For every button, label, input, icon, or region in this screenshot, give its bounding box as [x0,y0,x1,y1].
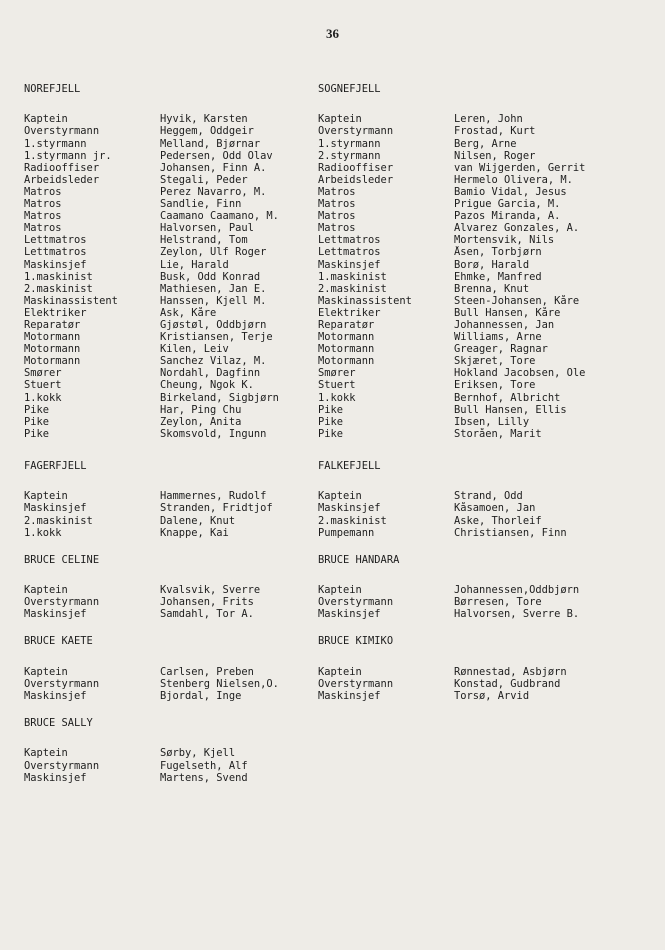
crew-rank: Lettmatros [24,234,87,247]
crew-name: Johansen, Frits [160,596,254,609]
crew-rank: Overstyrmann [24,677,100,690]
crew-list [24,666,324,702]
crew-rank: Motormann [318,331,375,344]
crew-rank: Pike [24,427,50,440]
crew-row [24,760,324,772]
crew-row [318,234,658,246]
crew-row [318,502,658,514]
crew-name: Storåen, Marit [454,427,542,440]
crew-list [24,113,324,440]
crew-name: Frostad, Kurt [454,125,536,138]
crew-row [24,271,324,283]
ship-section-bruce-sally [24,718,324,784]
crew-rank: Maskinsjef [318,502,381,515]
crew-rank: Lettmatros [24,246,87,259]
crew-name: Johannessen, Jan [454,318,555,331]
crew-name: Johansen, Finn A. [160,161,267,174]
crew-name: Skomsvold, Ingunn [160,427,267,440]
ship-name: BRUCE CELINE [24,553,100,566]
crew-rank: 1.kokk [24,391,62,404]
crew-name: Berg, Arne [454,137,517,150]
crew-name: Cheung, Ngok K. [160,379,254,392]
crew-row [24,596,324,608]
crew-rank: Maskinsjef [24,771,87,784]
crew-rank: 1.kokk [318,391,356,404]
crew-rank: Radiooffiser [318,161,394,174]
crew-name: Brenna, Knut [454,282,530,295]
crew-name: Pedersen, Odd Olav [160,149,273,162]
crew-row [318,367,658,379]
crew-rank: 1.maskinist [318,270,387,283]
crew-row [24,307,324,319]
crew-row [318,515,658,527]
crew-row [24,113,324,125]
crew-rank: Overstyrmann [24,596,100,609]
crew-rank: Smører [24,367,62,380]
crew-row [318,162,658,174]
crew-rank: Maskinsjef [318,689,381,702]
crew-row [318,138,658,150]
crew-rank: Matros [318,185,356,198]
crew-name: Carlsen, Preben [160,665,254,678]
crew-name: Heggem, Oddgeir [160,125,254,138]
crew-row [318,283,658,295]
crew-name: Martens, Svend [160,771,248,784]
ship-name: FALKEFJELL [318,459,381,472]
crew-row [318,490,658,502]
crew-row [24,186,324,198]
crew-name: Rønnestad, Asbjørn [454,665,567,678]
crew-name: Dalene, Knut [160,514,236,527]
page-number: 36 [326,26,339,41]
crew-rank: Maskinsjef [24,258,87,271]
ship-name: BRUCE KAETE [24,635,93,648]
crew-name: Gjøstøl, Oddbjørn [160,318,267,331]
ship-section-bruce-handara [318,555,658,621]
crew-name: Kristiansen, Terje [160,331,273,344]
crew-rank: Maskinassistent [318,294,412,307]
crew-row [318,125,658,137]
crew-name: Steen-Johansen, Kåre [454,294,580,307]
crew-name: Samdahl, Tor A. [160,608,254,621]
crew-rank: Matros [24,222,62,235]
crew-row [24,416,324,428]
crew-name: Zeylon, Anita [160,415,242,428]
crew-rank: Pike [318,427,344,440]
crew-row [318,343,658,355]
crew-rank: Overstyrmann [24,759,100,772]
crew-row [318,527,658,539]
crew-row [318,608,658,620]
crew-list [318,584,658,620]
ship-section-bruce-kimiko [318,636,658,702]
crew-row [318,392,658,404]
crew-rank: 1.styrmann [318,137,381,150]
crew-row [318,416,658,428]
crew-rank: Motormann [318,355,375,368]
crew-rank: Radiooffiser [24,161,100,174]
crew-row [24,162,324,174]
crew-name: Birkeland, Sigbjørn [160,391,279,404]
crew-row [24,246,324,258]
crew-row [318,210,658,222]
crew-name: Fugelseth, Alf [160,759,248,772]
crew-name: Stegali, Peder [160,173,248,186]
crew-rank: 2.maskinist [318,282,387,295]
crew-row [318,295,658,307]
crew-row [24,138,324,150]
crew-name: Johannessen,Oddbjørn [454,584,580,597]
crew-name: Strand, Odd [454,490,523,503]
crew-name: Konstad, Gudbrand [454,677,561,690]
crew-name: Stranden, Fridtjof [160,502,273,515]
crew-rank: Kaptein [24,665,68,678]
crew-rank: Reparatør [318,318,375,331]
crew-name: Bernhof, Albricht [454,391,561,404]
crew-name: Mathiesen, Jan E. [160,282,267,295]
crew-name: Åsen, Torbjørn [454,246,542,259]
crew-rank: Overstyrmann [24,125,100,138]
crew-row [318,186,658,198]
crew-name: Nordahl, Dagfinn [160,367,261,380]
crew-name: Eriksen, Tore [454,379,536,392]
crew-name: Prigue Garcia, M. [454,198,561,211]
crew-name: Bull Hansen, Kåre [454,306,561,319]
crew-rank: 2.maskinist [318,514,387,527]
crew-rank: Maskinsjef [318,258,381,271]
ship-section-fagerfjell [24,461,324,539]
crew-rank: Kaptein [24,747,68,760]
crew-row [24,125,324,137]
crew-rank: Elektriker [24,306,87,319]
crew-row [318,307,658,319]
crew-rank: Arbeidsleder [318,173,394,186]
crew-name: Busk, Odd Konrad [160,270,261,283]
crew-rank: 1.kokk [24,526,62,539]
crew-rank: 1.styrmann jr. [24,149,112,162]
crew-rank: Kaptein [318,490,362,503]
ship-name: NOREFJELL [24,83,81,95]
crew-row [24,379,324,391]
crew-row [318,428,658,440]
crew-name: Mortensvik, Nils [454,234,555,247]
crew-row [318,331,658,343]
crew-rank: Motormann [318,343,375,356]
crew-row [24,259,324,271]
crew-name: Caamano Caamano, M. [160,210,279,223]
crew-row [24,331,324,343]
crew-list [318,113,658,440]
crew-rank: Motormann [24,331,81,344]
crew-name: Ask, Kåre [160,306,217,319]
crew-name: Aske, Thorleif [454,514,542,527]
crew-name: Har, Ping Chu [160,403,242,416]
crew-row [24,772,324,784]
crew-rank: Maskinsjef [318,608,381,621]
crew-name: Bamio Vidal, Jesus [454,185,567,198]
crew-rank: Matros [318,198,356,211]
crew-row [24,490,324,502]
crew-rank: Kaptein [318,665,362,678]
crew-rank: Overstyrmann [318,125,394,138]
crew-rank: Pike [24,415,50,428]
crew-row [24,319,324,331]
crew-name: Sandlie, Finn [160,198,242,211]
ship-section-sognefjell [318,84,658,440]
crew-name: Christiansen, Finn [454,526,567,539]
crew-name: Sørby, Kjell [160,747,236,760]
crew-name: Greager, Ragnar [454,343,548,356]
crew-row [318,319,658,331]
crew-list [24,747,324,783]
crew-rank: Matros [24,185,62,198]
crew-row [24,343,324,355]
crew-row [318,113,658,125]
crew-name: Halvorsen, Paul [160,222,254,235]
crew-rank: Smører [318,367,356,380]
crew-name: Bjordal, Inge [160,689,242,702]
crew-rank: Elektriker [318,306,381,319]
crew-row [24,222,324,234]
crew-rank: Arbeidsleder [24,173,100,186]
crew-name: Hanssen, Kjell M. [160,294,267,307]
crew-row [318,690,658,702]
crew-rank: 1.maskinist [24,270,93,283]
crew-name: Halvorsen, Sverre B. [454,608,580,621]
crew-rank: Pike [24,403,50,416]
crew-list [318,666,658,702]
crew-name: Ehmke, Manfred [454,270,542,283]
crew-name: Ibsen, Lilly [454,415,530,428]
crew-row [24,747,324,759]
ship-name: FAGERFJELL [24,459,87,472]
crew-rank: Reparatør [24,318,81,331]
crew-row [24,198,324,210]
crew-row [318,198,658,210]
crew-row [24,295,324,307]
crew-list [24,490,324,538]
crew-rank: Matros [318,210,356,223]
crew-name: Williams, Arne [454,331,542,344]
crew-row [24,690,324,702]
crew-rank: Kaptein [24,490,68,503]
crew-rank: Maskinsjef [24,689,87,702]
crew-rank: Maskinsjef [24,608,87,621]
crew-name: Sanchez Vilaz, M. [160,355,267,368]
crew-row [24,355,324,367]
ship-section-falkefjell [318,461,658,539]
crew-rank: Motormann [24,355,81,368]
crew-name: Skjæret, Tore [454,355,536,368]
crew-name: Bull Hansen, Ellis [454,403,567,416]
crew-list [318,490,658,538]
crew-name: Hyvik, Karsten [160,113,248,126]
crew-row [318,379,658,391]
ship-section-bruce-kaete [24,636,324,702]
crew-row [318,246,658,258]
crew-name: Leren, John [454,113,523,126]
crew-name: Kvalsvik, Sverre [160,584,261,597]
crew-row [24,678,324,690]
crew-rank: Matros [24,210,62,223]
crew-name: Nilsen, Roger [454,149,536,162]
crew-row [24,283,324,295]
crew-row [24,502,324,514]
crew-name: Kilen, Leiv [160,343,229,356]
crew-rank: Kaptein [318,584,362,597]
crew-row [24,515,324,527]
crew-rank: Matros [318,222,356,235]
crew-rank: Kaptein [318,113,362,126]
crew-name: Hammernes, Rudolf [160,490,267,503]
crew-name: Hermelo Olivera, M. [454,173,573,186]
crew-rank: Lettmatros [318,234,381,247]
crew-rank: Maskinassistent [24,294,118,307]
crew-name: Melland, Bjørnar [160,137,261,150]
crew-rank: Motormann [24,343,81,356]
ship-name: BRUCE SALLY [24,717,93,730]
ship-name: SOGNEFJELL [318,83,381,95]
crew-name: Lie, Harald [160,258,229,271]
crew-name: Knappe, Kai [160,526,229,539]
ship-name: BRUCE KIMIKO [318,635,394,648]
crew-rank: Stuert [318,379,356,392]
crew-rank: Kaptein [24,584,68,597]
crew-name: Borø, Harald [454,258,530,271]
crew-rank: Matros [24,198,62,211]
crew-row [318,596,658,608]
crew-rank: Pumpemann [318,526,375,539]
crew-rank: Maskinsjef [24,502,87,515]
crew-row [24,404,324,416]
crew-row [318,678,658,690]
crew-row [24,608,324,620]
ship-name: BRUCE HANDARA [318,553,400,566]
crew-row [318,404,658,416]
crew-rank: 2.maskinist [24,514,93,527]
crew-rank: Overstyrmann [318,596,394,609]
crew-rank: 2.maskinist [24,282,93,295]
crew-name: Hokland Jacobsen, Ole [454,367,586,380]
crew-rank: 2.styrmann [318,149,381,162]
crew-row [318,584,658,596]
left-column [24,84,324,800]
ship-section-norefjell [24,84,324,440]
crew-rank: 1.styrmann [24,137,87,150]
crew-name: van Wijgerden, Gerrit [454,161,586,174]
crew-rank: Pike [318,415,344,428]
crew-row [318,271,658,283]
crew-row [318,150,658,162]
crew-name: Alvarez Gonzales, A. [454,222,580,235]
crew-rank: Stuert [24,379,62,392]
crew-name: Kåsamoen, Jan [454,502,536,515]
crew-row [24,392,324,404]
crew-row [318,259,658,271]
crew-rank: Overstyrmann [318,677,394,690]
crew-rank: Kaptein [24,113,68,126]
ship-section-bruce-celine [24,555,324,621]
crew-name: Helstrand, Tom [160,234,248,247]
crew-name: Zeylon, Ulf Roger [160,246,267,259]
crew-row [318,355,658,367]
crew-row [318,222,658,234]
crew-row [24,367,324,379]
right-column [318,84,658,718]
crew-row [24,234,324,246]
crew-row [318,666,658,678]
crew-list [24,584,324,620]
crew-name: Børresen, Tore [454,596,542,609]
crew-row [318,174,658,186]
crew-row [24,210,324,222]
crew-row [24,666,324,678]
crew-row [24,584,324,596]
crew-name: Perez Navarro, M. [160,185,267,198]
crew-name: Pazos Miranda, A. [454,210,561,223]
crew-row [24,428,324,440]
crew-row [24,527,324,539]
crew-row [24,150,324,162]
crew-name: Torsø, Arvid [454,689,530,702]
crew-rank: Pike [318,403,344,416]
crew-row [24,174,324,186]
crew-name: Stenberg Nielsen,O. [160,677,279,690]
crew-rank: Lettmatros [318,246,381,259]
